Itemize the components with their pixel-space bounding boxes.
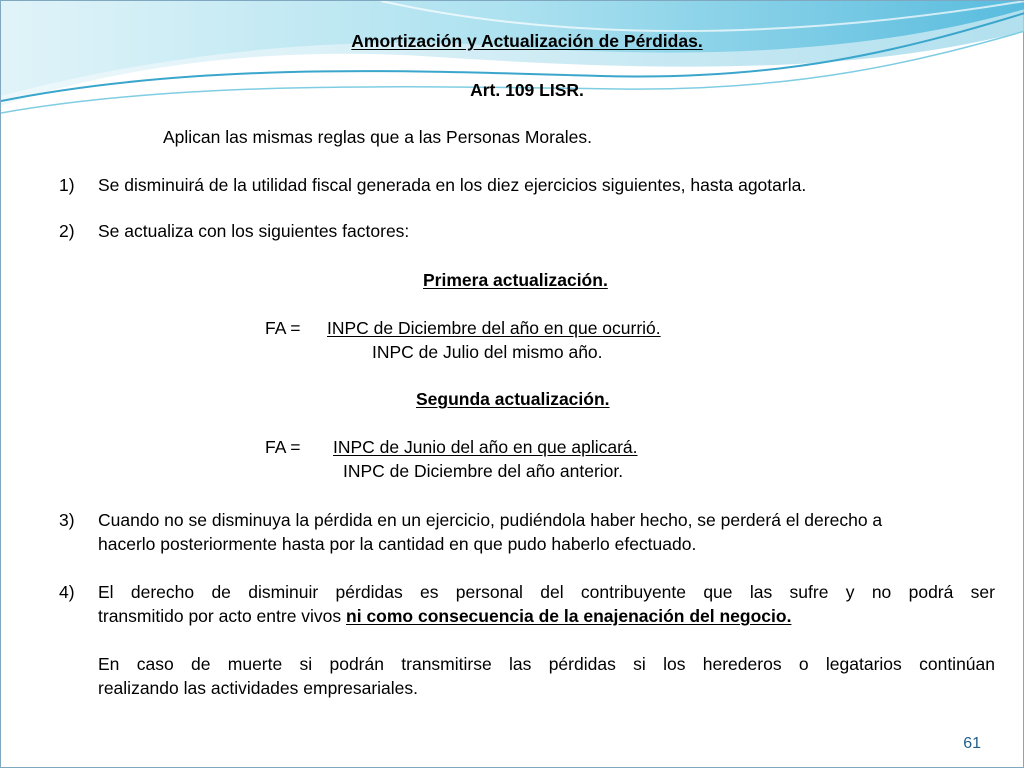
first-update-fa-label: FA = [265, 318, 301, 338]
first-update-denominator: INPC de Julio del mismo año. [372, 342, 603, 362]
slide-number: 61 [963, 735, 981, 752]
item-4-line-1: El derecho de disminuir pérdidas es personal del contribuyente que las sufre y no podrá ser [98, 582, 995, 602]
item-4-number: 4) [59, 582, 75, 602]
second-update-numerator: INPC de Junio del año en que aplicará. [333, 437, 638, 457]
slide-title: Amortización y Actualización de Pérdidas. [351, 31, 703, 51]
item-4-line-2-plain: transmitido por acto entre vivos [98, 606, 347, 626]
item-4-para-2-line-1: En caso de muerte si podrán transmitirse las pérdidas si los herederos o legatarios continúan [98, 654, 995, 674]
second-update-denominator: INPC de Diciembre del año anterior. [343, 461, 624, 481]
item-4-line-2-emphasis: ni como consecuencia de la enajenación del negocio. [346, 606, 792, 626]
second-update-fa-label: FA = [265, 437, 301, 457]
item-1-text: Se disminuirá de la utilidad fiscal generada en los diez ejercicios siguientes, hasta agotarla. [98, 175, 807, 195]
item-2-text: Se actualiza con los siguientes factores: [98, 221, 410, 241]
item-3-line-1: Cuando no se disminuya la pérdida en un ejercicio, pudiéndola haber hecho, se perderá el derecho a [98, 510, 883, 530]
item-2-number: 2) [59, 221, 75, 241]
first-update-heading: Primera actualización. [423, 270, 608, 290]
item-3-number: 3) [59, 510, 75, 530]
item-3-line-2: hacerlo posteriormente hasta por la cantidad en que pudo haberlo efectuado. [98, 534, 697, 554]
slide-subtitle: Art. 109 LISR. [470, 80, 584, 100]
header-wave-decoration [1, 1, 1024, 121]
item-1-number: 1) [59, 175, 75, 195]
first-update-numerator: INPC de Diciembre del año en que ocurrió. [327, 318, 661, 338]
second-update-heading: Segunda actualización. [416, 389, 610, 409]
item-4-line-2 [98, 605, 791, 627]
intro-text: Aplican las mismas reglas que a las Personas Morales. [163, 127, 592, 147]
item-4-para-2-line-2: realizando las actividades empresariales. [98, 678, 419, 698]
